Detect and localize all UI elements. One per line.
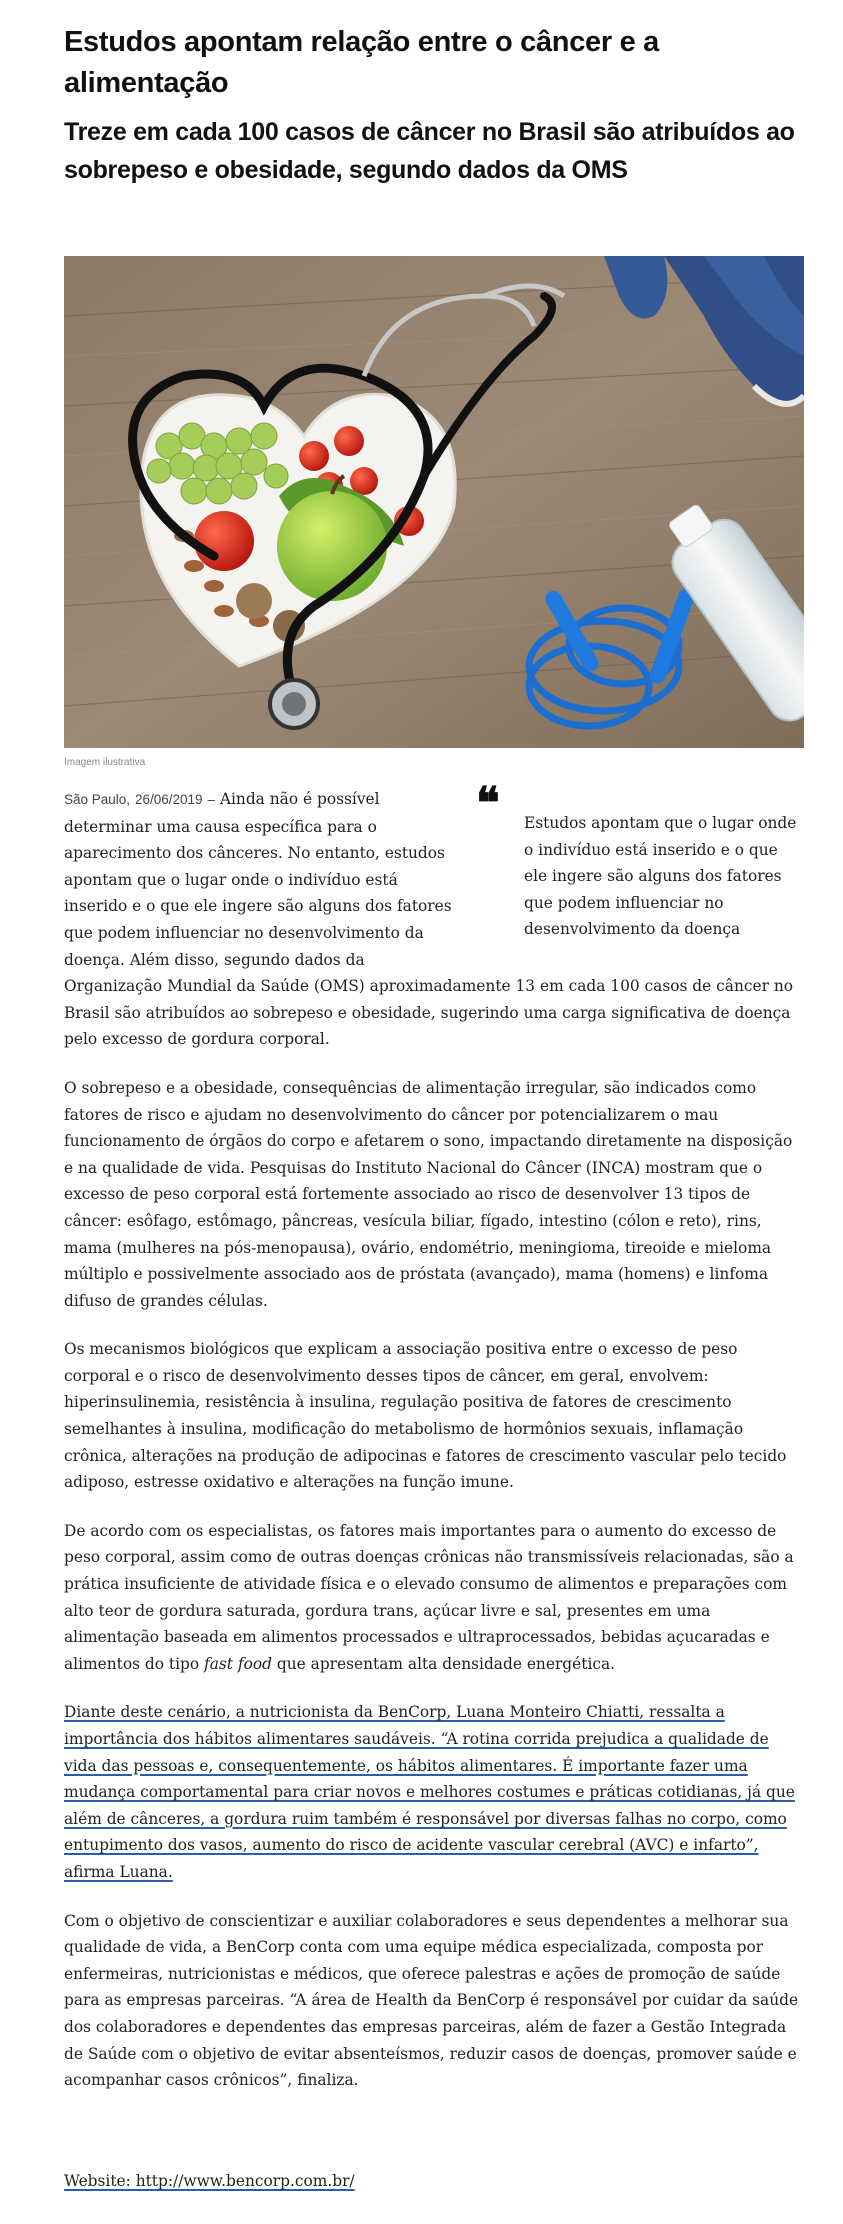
date-separator: – [207, 792, 215, 807]
article-header [64, 0, 804, 189]
paragraph-6: Com o objetivo de conscientizar e auxiliar colaboradores e seus dependentes a melhorar sua qualidade de vida, a BenCorp conta com uma equipe médica especializada, composta por enfermeiras, nutricionistas e médicos, que oferece palestras e ações de promoção de saúde para as empresas parceiras. “A área de Health da BenCorp é responsável por cuidar da saúde dos colaboradores e dependentes das empresas parceiras, além de fazer a Gestão Integrada de Saúde com o objetivo de evitar absenteísmos, reduzir casos de doenças, promover saúde e acompanhar casos crônicos”, finaliza. [64, 1911, 799, 2090]
article-title: Estudos apontam relação entre o câncer e a alimentação [64, 26, 660, 99]
fast-food-term: fast food [204, 1654, 272, 1673]
image-caption: Imagem ilustrativa [64, 757, 146, 768]
article-body [64, 778, 804, 2116]
hero-image [64, 256, 804, 748]
article-date: 26/06/2019 [134, 792, 203, 807]
website-link[interactable]: Website: http://www.bencorp.com.br/ [64, 2172, 355, 2190]
paragraph-2: O sobrepeso e a obesidade, consequências de alimentação irregular, são indicados como fatores de risco e ajudam no desenvolvimento do câncer por potencializarem o mau funcionamento de órgãos do corpo e afetarem o sono, impactando diretamente na disposição e na qualidade de vida. Pesquisas do Instituto Nacional do Câncer (INCA) mostram que o excesso de peso corporal está fortemente associado ao risco de desenvolver 13 tipos de câncer: esôfago, estômago, pâncreas, vesícula biliar, fígado, intestino (cólon e reto), rins, mama (mulheres na pós-menopausa), ovário, endométrio, meningioma, tireoide e mieloma múltiplo e possivelmente associado aos de próstata (avançado), mama (homens) e linfoma difuso de grandes células. [64, 1078, 793, 1310]
paragraph-5-text-a[interactable]: Diante deste cenário, a nutricionista da BenCorp, Luana Monteiro Chiatti, ressalta a importância dos hábitos alimentares saudáveis. [64, 1703, 725, 1748]
article-location: São Paulo, [64, 792, 131, 807]
paragraph-4 [64, 1518, 804, 1678]
pull-quote [476, 778, 804, 943]
nutritionist-quote[interactable]: “A rotina corrida prejudica a qualidade de vida das pessoas e, consequentemente, os hábitos alimentares. É importante fazer uma mudança comportamental para criar novos e melhores costumes e práticas cotidianas, já que além de cânceres, a gordura ruim também é responsável por diversas falhas no corpo, como entupimento dos vasos, aumento do risco de acidente vascular cerebral (AVC) e infarto”, [64, 1730, 795, 1855]
paragraph-1-text: Ainda não é possível determinar uma causa específica para o aparecimento dos cânceres. No entanto, estudos apontam que o lugar onde o indivíduo está inserido e o que ele ingere são alguns dos fatores que podem influenciar no desenvolvimento da doença. Além disso, segundo dados da Organização Mundial da Saúde (OMS) aproximadamente 13 em cada 100 casos de câncer no Brasil são atribuídos ao sobrepeso e obesidade, sugerindo uma carga significativa de doença pelo excesso de gordura corporal. [64, 790, 794, 1049]
pull-quote-text: Estudos apontam que o lugar onde o indivíduo está inserido e o que ele ingere são alguns dos fatores que podem influenciar no desenvolvimento da doença [524, 814, 797, 939]
paragraph-5[interactable] [64, 1699, 804, 1885]
paragraph-5-text-b[interactable]: afirma Luana. [64, 1862, 173, 1881]
quote-icon: ❝ [476, 778, 500, 829]
paragraph-4-text-a: De acordo com os especialistas, os fatores mais importantes para o aumento do excesso de peso corporal, assim como de outras doenças crônicas não transmissíveis relacionadas, são a prática insuficiente de atividade física e o elevado consumo de alimentos e preparações com alto teor de gordura saturada, gordura trans, açúcar livre e sal, presentes em uma alimentação baseada em alimentos processados e ultraprocessados, bebidas açucaradas e alimentos do tipo [64, 1521, 794, 1673]
paragraph-3: Os mecanismos biológicos que explicam a associação positiva entre o excesso de peso corporal e o risco de desenvolvimento desses tipos de câncer, em geral, envolvem: hiperinsulinemia, resistência à insulina, regulação positiva de fatores de crescimento semelhantes à insulina, modificação do metabolismo de hormônios sexuais, inflamação crônica, alterações na produção de adipocinas e fatores de crescimento vascular pelo tecido adiposo, estresse oxidativo e alterações na função imune. [64, 1340, 787, 1492]
paragraph-4-text-b: que apresentam alta densidade energética. [276, 1654, 616, 1673]
article-subtitle: Treze em cada 100 casos de câncer no Brasil são atribuídos ao sobrepeso e obesidade, segundo dados da OMS [64, 118, 795, 184]
